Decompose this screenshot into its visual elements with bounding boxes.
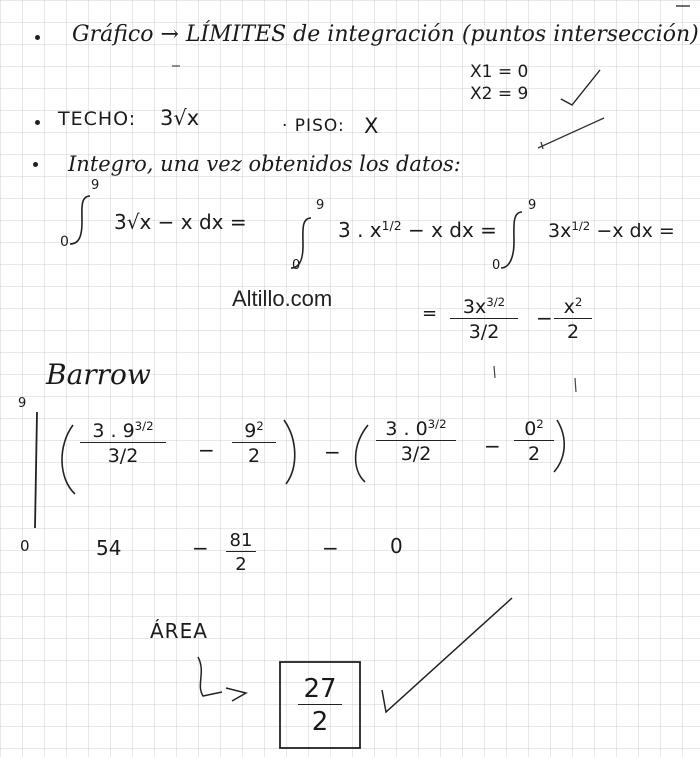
integral-expr1: 3√x − x dx =	[114, 210, 247, 234]
antiderivative-frac1: $\frac{3x^{3/2}}{3/2}$	[450, 296, 518, 343]
piso-value: X	[364, 114, 379, 138]
antiderivative-minus: −	[536, 306, 553, 330]
bullet-2	[35, 120, 40, 125]
techo-label: TECHO:	[58, 108, 137, 130]
barrow-minus3: −	[484, 434, 501, 458]
piso-label: · PISO:	[282, 116, 345, 136]
antiderivative-equals: =	[422, 303, 438, 324]
line3-text: Integro, una vez obtenidos los datos:	[68, 152, 461, 176]
barrow-term4: $\frac{0^2}{2}$	[514, 418, 554, 465]
integral3-upper: 9	[528, 198, 537, 213]
watermark: Altillo.com	[232, 286, 333, 311]
integral1-upper: 9	[91, 178, 100, 193]
bullet-3	[33, 162, 38, 167]
barrow-term3: $\frac{3 . 0^{3/2}}{3/2}$	[376, 418, 456, 465]
result-81-over-2: $\frac{81}{2}$	[226, 530, 256, 575]
integral-sign-1	[70, 196, 90, 244]
integral2-upper: 9	[316, 198, 325, 213]
area-result: $\frac{27}{2}$	[298, 674, 342, 737]
result-0: 0	[390, 534, 403, 558]
barrow-term1: $\frac{3 . 9^{3/2}}{3/2}$	[80, 420, 166, 467]
barrow-minus1: −	[198, 438, 215, 462]
arrow-to-area	[198, 657, 246, 701]
techo-value: 3√x	[160, 106, 200, 130]
barrow-upper: 9	[18, 396, 27, 411]
integral2-lower: 0	[292, 258, 301, 273]
line1-text: Gráfico → LÍMITES de integración (puntos intersección)	[72, 22, 699, 47]
limit-x2: X2 = 9	[470, 84, 529, 104]
barrow-minus2: −	[324, 440, 341, 464]
result-minus1: −	[192, 536, 209, 560]
result-minus2: −	[322, 536, 339, 560]
integral-expr2: 3 . $x^{1/2} - x$ dx =	[338, 217, 497, 242]
barrow-label: Barrow	[46, 358, 151, 391]
big-checkmark	[382, 598, 512, 712]
area-label: ÁREA	[150, 619, 208, 643]
limit-x1: X1 = 0	[470, 62, 529, 82]
checkmark-2	[538, 118, 604, 148]
barrow-bar	[35, 412, 37, 528]
integral-sign-3	[501, 212, 522, 268]
barrow-lower: 0	[20, 537, 30, 555]
result-54: 54	[96, 536, 122, 560]
integral3-lower: 0	[492, 258, 501, 273]
antiderivative-frac2: $\frac{x^2}{2}$	[554, 296, 592, 343]
checkmark-1	[561, 70, 600, 105]
barrow-term2: $\frac{9^2}{2}$	[232, 420, 276, 467]
integral1-lower: 0	[60, 234, 69, 250]
integral-expr3: $3x^{1/2} -x$ dx =	[548, 218, 675, 242]
bullet-1	[35, 35, 40, 40]
